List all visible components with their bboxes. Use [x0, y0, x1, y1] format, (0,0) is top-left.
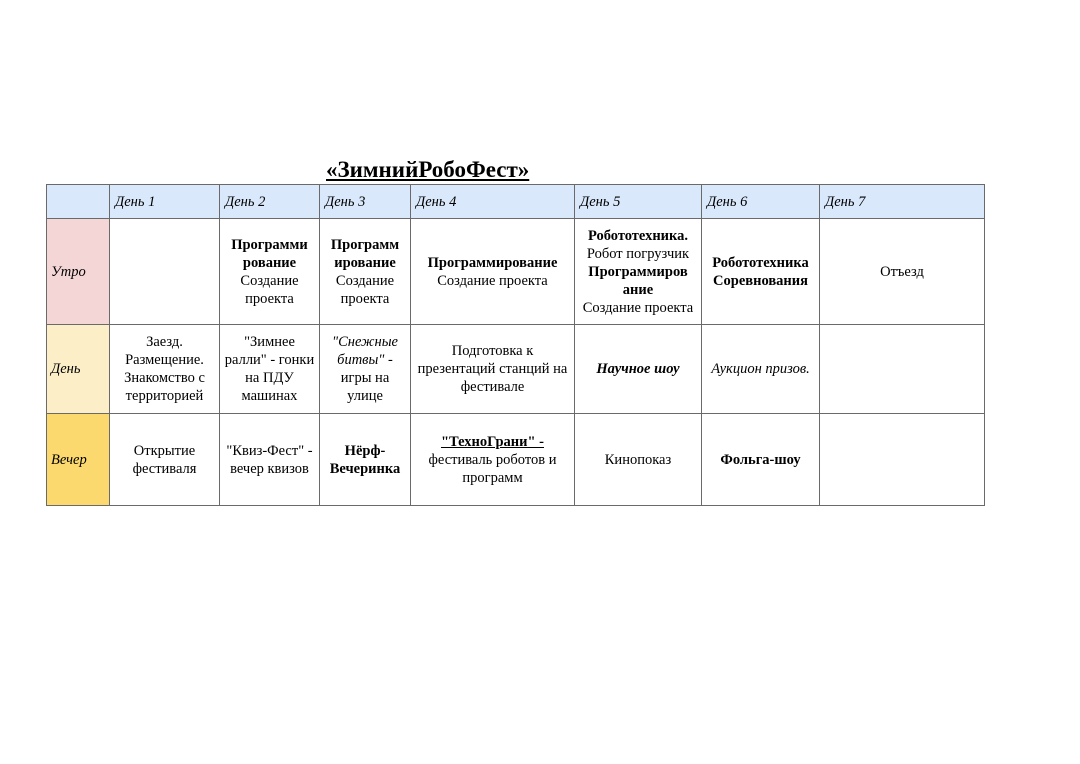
morning-day-4-title: Программирование: [427, 254, 558, 271]
morning-day-4-text: Создание проекта: [437, 272, 548, 289]
header-day-7: День 7: [820, 185, 985, 219]
day-day-3-title: "Снежные битвы": [332, 334, 398, 368]
morning-day-3-title: Программ ирование: [330, 236, 400, 271]
header-day-2: День 2: [220, 185, 320, 219]
morning-row: [47, 219, 985, 325]
day-day-3-cell: [320, 325, 411, 414]
header-day-6: День 6: [702, 185, 820, 219]
period-label-day: День: [47, 325, 110, 414]
evening-day-5-cell: Кинопоказ: [575, 414, 702, 506]
period-label-evening: Вечер: [47, 414, 110, 506]
evening-day-3-cell: [320, 414, 411, 506]
morning-day-2-text: Создание проекта: [240, 272, 299, 307]
morning-day-2-title: Программи рование: [231, 236, 308, 271]
evening-day-6-title: Фольга-шоу: [720, 451, 801, 468]
morning-day-5-cell: [575, 219, 702, 325]
day-day-5-cell: [575, 325, 702, 414]
morning-day-6-cell: [702, 219, 820, 325]
day-day-3-text: - игры на улице: [340, 352, 393, 404]
evening-day-6-cell: [702, 414, 820, 506]
schedule-table: [46, 184, 985, 506]
document-title: «ЗимнийРобоФест»: [326, 157, 530, 182]
evening-day-1-cell: Открытие фестиваля: [110, 414, 220, 506]
morning-day-5-title-2: Программиров ание: [588, 263, 688, 298]
header-day-1: День 1: [110, 185, 220, 219]
morning-day-3-text: Создание проекта: [335, 272, 395, 307]
morning-day-1-cell: [110, 219, 220, 325]
day-row: [47, 325, 985, 414]
header-day-4: День 4: [411, 185, 575, 219]
evening-day-2-cell: "Квиз-Фест" - вечер квизов: [220, 414, 320, 506]
day-day-1-cell: Заезд. Размещение. Знакомство с территорией: [110, 325, 220, 414]
header-day-3: День 3: [320, 185, 411, 219]
period-label-morning: Утро: [47, 219, 110, 325]
day-day-4-cell: Подготовка к презентаций станций на фестивале: [411, 325, 575, 414]
morning-day-3-cell: [320, 219, 411, 325]
morning-day-7-cell: Отъезд: [820, 219, 985, 325]
morning-day-5-subtitle: Робот погрузчик: [586, 245, 690, 262]
evening-row: [47, 414, 985, 506]
morning-day-5-text: Создание проекта: [582, 299, 694, 316]
morning-day-6-title: Робототехника Соревнования: [712, 254, 809, 289]
evening-day-4-title: "ТехноГрани" -: [440, 433, 544, 450]
morning-day-5-title: Робототехника.: [587, 227, 689, 244]
day-day-7-cell: [820, 325, 985, 414]
header-row: [47, 185, 985, 219]
evening-day-4-text: фестиваль роботов и программ: [428, 451, 557, 486]
header-corner-cell: [47, 185, 110, 219]
evening-day-7-cell: [820, 414, 985, 506]
day-day-5-title: Научное шоу: [596, 361, 680, 377]
header-day-5: День 5: [575, 185, 702, 219]
day-day-6-cell: Аукцион призов.: [702, 325, 820, 414]
morning-day-2-cell: [220, 219, 320, 325]
evening-day-3-title: Нёрф-Вечеринка: [329, 442, 401, 477]
evening-day-4-cell: [411, 414, 575, 506]
day-day-2-cell: "Зимнее ралли" - гонки на ПДУ машинах: [220, 325, 320, 414]
morning-day-4-cell: [411, 219, 575, 325]
